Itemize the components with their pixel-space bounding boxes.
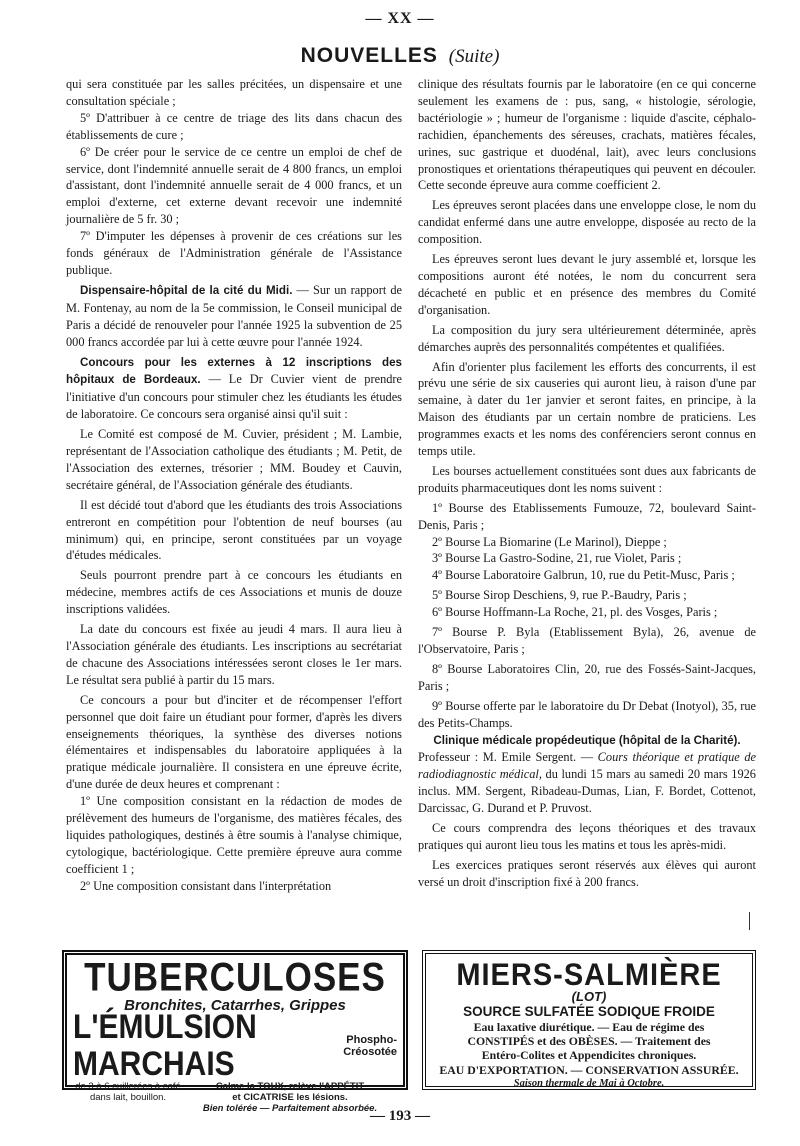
paragraph: Les épreuves seront placées dans une enveloppe close, le nom du candidat enfermé dans une autre enveloppe, disposée au recto de la composition. (418, 198, 756, 247)
course-details: du lundi 15 mars au samedi 20 mars 1926 inclus. MM. Sergent, Ribadeau-Dumas, Lian, F. Bordet, Cottenot, Darcissac, G. Durand et P. Pruvost. (418, 767, 756, 816)
ad-subtitle: Bronchites, Catarrhes, Grippes (124, 997, 346, 1014)
paragraph: Les bourses actuellement constituées sont dues aux fabricants de produits pharmaceutiques dont les noms suivent : (418, 463, 756, 495)
article-text: — Sur un rapport de M. Fontenay, au nom de la 5e commission, le Conseil municipal de Paris a décidé de renouveler pour l'année 1925 la subvention de 25 000 francs accordée par lui à cette œuvre pour l'année 1924. (66, 282, 402, 349)
paragraph: 1º Une composition consistant en la rédaction de modes de prélèvement des humeurs de l'organisme, des matières fécales, des liquides pathologiques, destinés à être soumis à l'analyse chimique, cytologique, bactériologique. Cette première épreuve aura comme coefficient 1 ; (66, 794, 402, 876)
roman-folio: — XX — (365, 10, 435, 27)
paragraph: Ce cours comprendra des leçons théoriques et des travaux pratiques qui auront lieu tous les matins et tous les après-midi. (418, 821, 756, 852)
ad-side-line: Créosotée (343, 1046, 397, 1058)
professor-line: Professeur : M. Emile Sergent. — (418, 750, 594, 765)
article-text: — Le Dr Cuvier vient de prendre l'initiative d'un concours pour stimuler chez les étudiants les études de laboratoire. Ce concours sera organisé ainsi qu'il suit : (66, 372, 402, 422)
clinique-body (418, 749, 756, 817)
ad-dosage-line: de 3 à 6 cuillerées à café (75, 1081, 181, 1092)
ad-side-line: Phospho- (346, 1034, 397, 1046)
article-heading: Dispensaire-hôpital de la cité du Midi. (80, 283, 293, 297)
paragraph: 2º Une composition consistant dans l'interprétation (80, 878, 332, 893)
paragraph: La date du concours est fixée au jeudi 4 mars. Il aura lieu à l'Association générale des étudiants. Les inscriptions au secrétariat de chacune des Associations intéressées seront closes le 1er mars. Le résultat sera publié à partir du 15 mars. (66, 622, 402, 687)
ad-title: TUBERCULOSES (84, 955, 386, 1000)
right-column (418, 76, 756, 891)
bourse-item: 9º Bourse offerte par le laboratoire du Dr Debat (Inotyol), 35, rue des Petits-Champs. (418, 698, 756, 730)
paragraph: Ce concours a pour but d'inciter et de récompenser l'effort personnel que doit faire un étudiant pour former, d'après les divers enseignements théoriques, la synthèse des diverses notions élémentaires et indispensables du laboratoire appliquées à la pratique médicale journalière. Il consistera en une épreuve écrite, d'une durée de deux heures et comprenant : (66, 692, 402, 792)
ad-claim-line: Calme la TOUX, relève l'APPÉTIT (215, 1081, 365, 1092)
ad-line: Entéro-Colites et Appendicites chroniques. (481, 1048, 697, 1063)
dispensaire-article (66, 282, 402, 351)
bourse-item: 4º Bourse Laboratoire Galbrun, 10, rue du Petit-Musc, Paris ; (432, 568, 735, 583)
bourse-item: 6º Bourse Hoffmann-La Roche, 21, pl. des Vosges, Paris ; (432, 605, 718, 620)
bourse-item: 3º Bourse La Gastro-Sodine, 21, rue Violet, Paris ; (432, 551, 682, 566)
ad-line: CONSTIPÉS et des OBÈSES. — Traitement des (467, 1034, 711, 1049)
page-number: — 193 — (370, 1108, 430, 1124)
paragraph: qui sera constituée par les salles précitées, un dispensaire et une consultation spéciale ; (66, 77, 402, 108)
paragraph: Afin d'orienter plus facilement les efforts des concurrents, il est prévu une série de six causeries qui auront lieu, à raison d'une par semaine, à dater du 1er janvier et seront faites, en principe, à la Maison des étudiants par un certain nombre de praticiens. Les programmes exacts et les noms des conférenciers seront connus en temps utile. (418, 359, 756, 459)
bourse-item: 5º Bourse Sirop Deschiens, 9, rue P.-Baudry, Paris ; (432, 588, 687, 603)
bourse-item: 7º Bourse P. Byla (Etablissement Byla), 26, avenue de l'Observatoire, Paris ; (418, 625, 756, 656)
ad-line: Eau laxative diurétique. — Eau de régime des (473, 1020, 705, 1034)
clinique-article (418, 732, 756, 750)
paragraph: Il est décidé tout d'abord que les étudiants des trois Associations entreront en compétition pour l'obtention de neuf bourses (au minimum) qui, en principe, seront constituées par un voyage d'études médicales. (66, 497, 402, 563)
paragraph: La composition du jury sera ultérieurement déterminée, après démarches auprès des personnalités compétentes et qualifiées. (418, 322, 756, 354)
paragraph: Les exercices pratiques seront réservés aux élèves qui auront versé un droit d'inscription fixé à 200 francs. (418, 857, 756, 889)
article-heading: Concours pour les externes à 12 inscriptions des hôpitaux de Bordeaux. (66, 355, 402, 387)
course-title: Cours théorique et pratique de radiodiagnostic médical, (418, 750, 756, 782)
ad-brand: L'ÉMULSION MARCHAIS (73, 1008, 257, 1083)
paragraph: 7º D'imputer les dépenses à provenir de ces créations sur les fonds généraux de l'Administration générale de l'Assistance publique. (66, 229, 402, 277)
concours-article (66, 354, 402, 424)
bourse-item: 1º Bourse des Etablissements Fumouze, 72, boulevard Saint-Denis, Paris ; (418, 500, 756, 532)
paragraph: 6º De créer pour le service de ce centre un emploi de chef de service, dont l'indemnité annuelle serait de 4 800 francs, un emploi d'assistant, dont l'indemnité annuelle serait de 4 000 francs, et un emploi d'externe, cet externe devant recevoir une indemnité journalière de 5 fr. 30 ; (66, 144, 402, 227)
article-heading: Clinique médicale propédeutique (hôpital de la Charité). (433, 733, 741, 747)
ad-line: EAU D'EXPORTATION. — CONSERVATION ASSURÉE. (439, 1062, 739, 1077)
ad-season: Saison thermale de Mai à Octobre. (513, 1077, 665, 1089)
advertisement-emulsion-marchais (62, 950, 408, 1114)
section-title-suffix: (Suite) (448, 46, 500, 67)
bourse-item: 8º Bourse Laboratoires Clin, 20, rue des Fossés-Saint-Jacques, Paris ; (418, 661, 756, 693)
paragraph: Le Comité est composé de M. Cuvier, président ; M. Lambie, représentant de l'Association catholique des étudiants ; M. Petit, de l'Association des externes, trésorier ; MM. Boudey et Cauvin, secrétaire général, de l'Association générale des étudiants. (66, 427, 402, 492)
ad-brand-row (73, 1008, 397, 1083)
paragraph: Les épreuves seront lues devant le jury assemblé et, lorsque les compositions auront été notées, le nom du concurrent sera décacheté en public et en présence des membres du Comité d'organisation. (418, 252, 756, 317)
paragraph: clinique des résultats fournis par le laboratoire (en ce qui concerne seulement les examens de : pus, sang, « histologie, sérologie, bactériologie » ; humeur de l'organisme : liquide d'ascite, céphalo-rachidien, épanchements des séreuses, crachats, matières fécales, urines, suc gastrique et duodénal, lait), avec leurs conclusions pronostiques et orientations thérapeutiques qui peuvent en découler. Cette seconde épreuve aura comme coefficient 2. (418, 77, 756, 193)
left-column (66, 76, 402, 895)
ad-dosage-line: dans lait, bouillon. (89, 1092, 167, 1103)
paragraph: 5º D'attribuer à ce centre de triage des lits dans chacun des établissements de cure ; (66, 110, 402, 142)
bourse-item: 2º Bourse La Biomarine (Le Marinol), Dieppe ; (432, 534, 667, 549)
ad-brand-side (343, 1034, 397, 1058)
advertisement-miers-salmiere (422, 950, 756, 1090)
paragraph: Seuls pourront prendre part à ce concours les étudiants en médecine, membres actifs de ces Associations et munis de douze inscriptions validées. (66, 568, 402, 617)
ad-title: MIERS-SALMIÈRE (456, 957, 722, 993)
ad-claim-line: Bien tolérée — Parfaitement absorbée. (202, 1103, 378, 1114)
section-title: NOUVELLES (300, 44, 438, 67)
ad-region: (LOT) (571, 989, 607, 1004)
ad-source: SOURCE SULFATÉE SODIQUE FROIDE (463, 1004, 715, 1019)
section-heading (0, 44, 800, 68)
margin-mark (749, 912, 750, 930)
ad-claim-line: et CICATRISE les lésions. (232, 1092, 348, 1103)
